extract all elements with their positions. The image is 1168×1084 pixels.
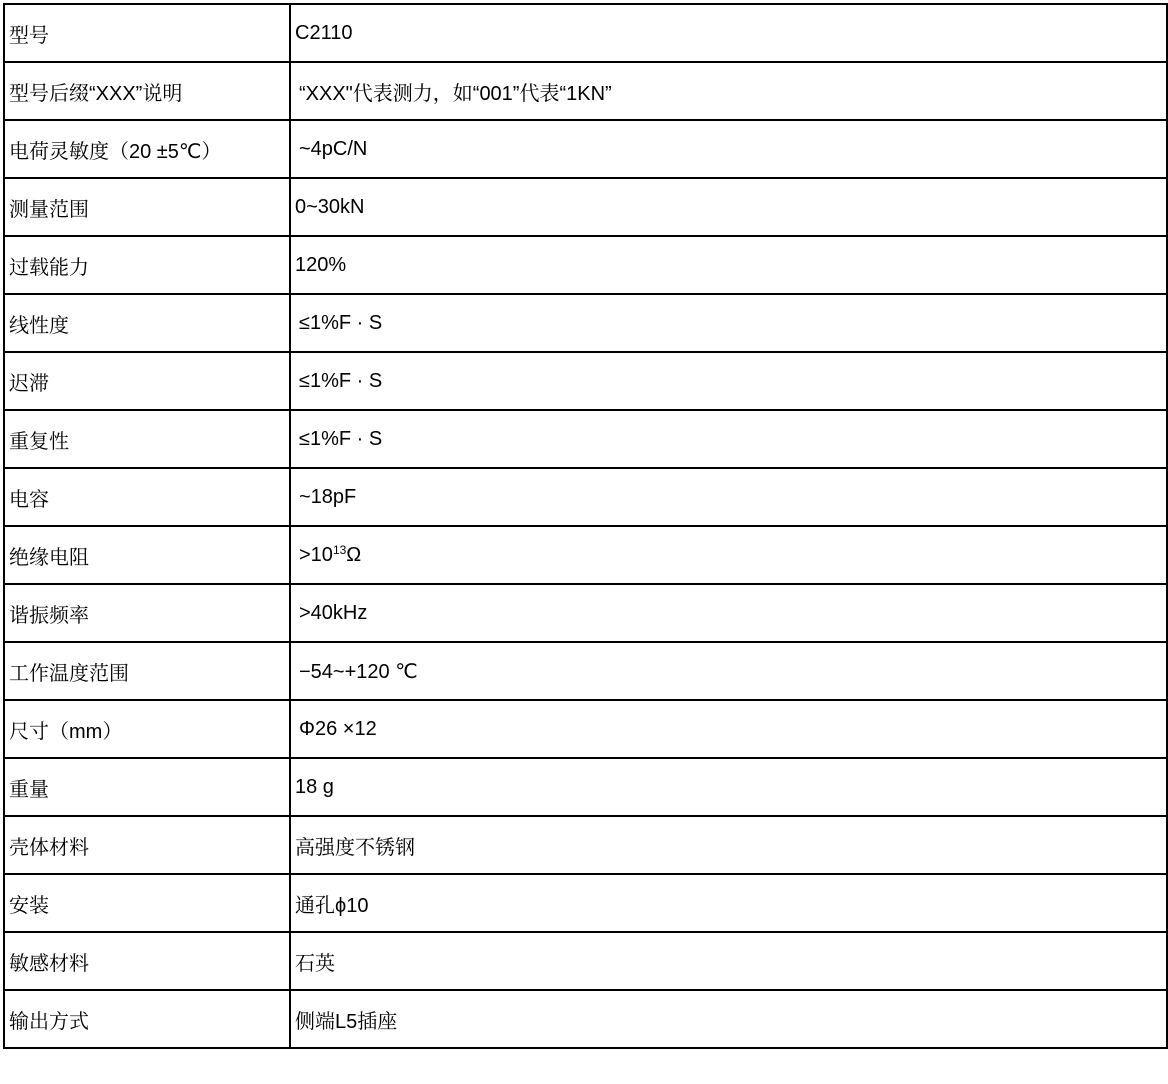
insulation-unit: Ω bbox=[346, 543, 362, 566]
row-label: 线性度 bbox=[4, 294, 290, 352]
specification-table bbox=[3, 3, 1168, 1049]
table-row bbox=[4, 120, 1167, 178]
table-row bbox=[4, 410, 1167, 468]
row-value: −54~+120 ℃ bbox=[290, 642, 1167, 700]
row-label: 尺寸（mm） bbox=[4, 700, 290, 758]
insulation-base: >10 bbox=[299, 543, 333, 566]
row-label: 敏感材料 bbox=[4, 932, 290, 990]
row-value: 通孔ϕ10 bbox=[290, 874, 1167, 932]
row-label: 工作温度范围 bbox=[4, 642, 290, 700]
row-label: 测量范围 bbox=[4, 178, 290, 236]
row-value: Φ26 ×12 bbox=[290, 700, 1167, 758]
row-label: 型号 bbox=[4, 4, 290, 62]
row-label: 迟滞 bbox=[4, 352, 290, 410]
table-row bbox=[4, 700, 1167, 758]
table-row bbox=[4, 758, 1167, 816]
row-label: 绝缘电阻 bbox=[4, 526, 290, 584]
row-value: 120% bbox=[290, 236, 1167, 294]
row-label: 壳体材料 bbox=[4, 816, 290, 874]
row-value: ~18pF bbox=[290, 468, 1167, 526]
insulation-exponent: 13 bbox=[332, 542, 347, 557]
table-row bbox=[4, 294, 1167, 352]
row-value: 高强度不锈钢 bbox=[290, 816, 1167, 874]
table-row bbox=[4, 4, 1167, 62]
table-row bbox=[4, 990, 1167, 1048]
table-row bbox=[4, 236, 1167, 294]
table-row bbox=[4, 642, 1167, 700]
table-row bbox=[4, 468, 1167, 526]
row-value: 0~30kN bbox=[290, 178, 1167, 236]
row-label: 输出方式 bbox=[4, 990, 290, 1048]
row-value: ≤1%F · S bbox=[290, 410, 1167, 468]
row-value: 18 g bbox=[290, 758, 1167, 816]
table-row bbox=[4, 352, 1167, 410]
row-value bbox=[290, 526, 1167, 584]
row-label: 谐振频率 bbox=[4, 584, 290, 642]
row-label: 型号后缀“XXX”说明 bbox=[4, 62, 290, 120]
row-value: ≤1%F · S bbox=[290, 352, 1167, 410]
row-value: ~4pC/N bbox=[290, 120, 1167, 178]
row-label: 电荷灵敏度（20 ±5℃） bbox=[4, 120, 290, 178]
table-row bbox=[4, 62, 1167, 120]
row-value: 侧端L5插座 bbox=[290, 990, 1167, 1048]
row-value: ≤1%F · S bbox=[290, 294, 1167, 352]
row-value: >40kHz bbox=[290, 584, 1167, 642]
table-row bbox=[4, 874, 1167, 932]
row-label: 重量 bbox=[4, 758, 290, 816]
row-label: 重复性 bbox=[4, 410, 290, 468]
row-label: 安装 bbox=[4, 874, 290, 932]
table-row bbox=[4, 932, 1167, 990]
row-value: “XXX"代表测力，如“001”代表“1KN” bbox=[290, 62, 1167, 120]
table-row bbox=[4, 526, 1167, 584]
table-row bbox=[4, 816, 1167, 874]
row-value: C2110 bbox=[290, 4, 1167, 62]
row-label: 过载能力 bbox=[4, 236, 290, 294]
row-label: 电容 bbox=[4, 468, 290, 526]
table-row bbox=[4, 178, 1167, 236]
table-row bbox=[4, 584, 1167, 642]
row-value: 石英 bbox=[290, 932, 1167, 990]
